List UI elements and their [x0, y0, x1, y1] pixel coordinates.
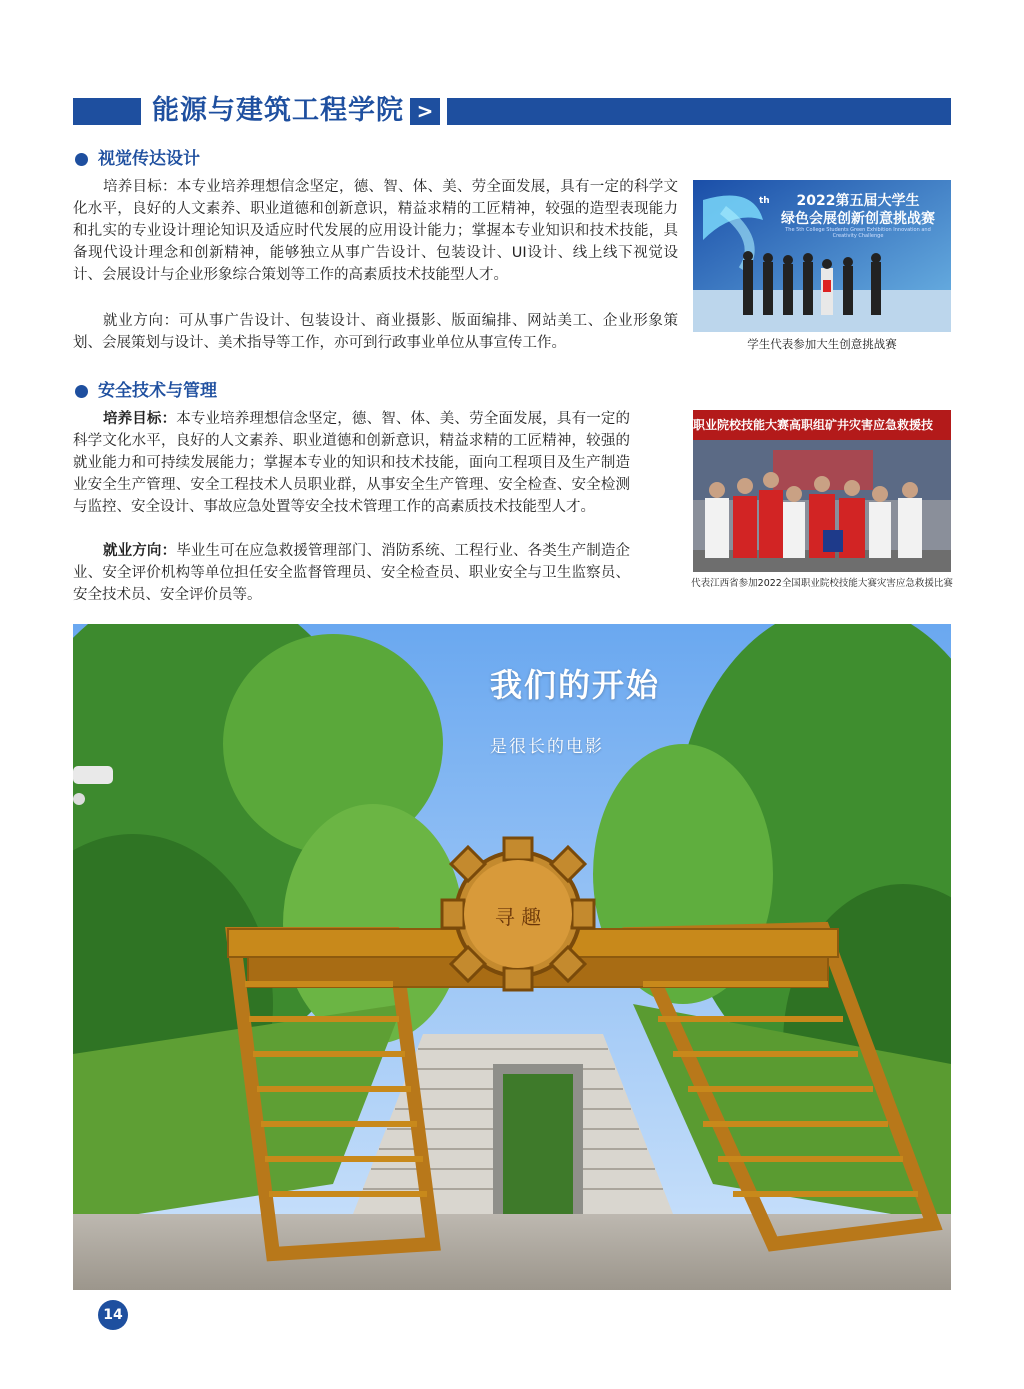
rescue-photo-banner: 职业院校技能大赛高职组矿井灾害应急救援技: [693, 418, 934, 432]
header-bar-left: [73, 98, 141, 125]
gear-sign-text: 寻 趣: [494, 905, 542, 929]
section-title-visual-design: 视觉传达设计: [98, 149, 200, 169]
goal-label: 培养目标：: [103, 411, 177, 427]
photo-title-line2: 绿色会展创新创意挑战赛: [781, 211, 935, 227]
rescue-competition-photo: [693, 410, 951, 572]
career-text: 可从事广告设计、包装设计、商业摄影、版面编排、网站美工、企业形象策划、会展策划与设计、美术指导等工作，亦可到行政事业单位从事宣传工作。: [73, 313, 679, 351]
goal-text: 本专业培养理想信念坚定，德、智、体、美、劳全面发展，具有一定的科学文化水平，良好的人文素养、职业道德和创新意识，精益求精的工匠精神，较强的就业能力和可持续发展能力；掌握本专业的知识和技术技能，面向工程项目及生产制造业安全生产管理、安全工程技术人员职业群，从事安全生产管理、安全检查、安全检测与监控、安全设计、事故应急处置等安全技术管理工作的高素质技术技能型人才。: [73, 411, 631, 515]
visual-design-career: [73, 310, 678, 354]
page-number: 14: [98, 1300, 128, 1330]
career-label: 就业方向：: [103, 543, 177, 559]
caption-rescue: 代表江西省参加2022全国职业院校技能大赛灾害应急救援比赛: [691, 578, 953, 589]
campus-photo-art: [73, 624, 951, 1290]
page-title: 能源与建筑工程学院: [152, 95, 404, 126]
campus-photo-title: 我们的开始: [490, 666, 661, 704]
campus-photo-subtitle: 是很长的电影: [490, 737, 604, 757]
photo-title-line1: 2022第五届大学生: [796, 193, 920, 209]
photo-badge: th: [759, 196, 770, 206]
visual-design-goal: [73, 176, 678, 286]
section-title-safety: 安全技术与管理: [98, 381, 217, 401]
career-text: 毕业生可在应急救援管理部门、消防系统、工程行业、各类生产制造企业、安全评价机构等单位担任安全监督管理员、安全检查员、职业安全与卫生监察员、安全技术员、安全评价员等。: [73, 543, 631, 603]
caption-competition: 学生代表参加大生创意挑战赛: [747, 337, 897, 351]
header-arrow: >: [410, 98, 440, 125]
photo-banner-title: [778, 192, 938, 228]
safety-goal: [73, 408, 630, 518]
header-bar-right: [447, 98, 951, 125]
photo-subtitle: The 5th College Students Green Exhibition Innovation and Creativity Challenge: [785, 227, 931, 239]
safety-career: [73, 540, 630, 606]
goal-label: 培养目标：: [103, 179, 177, 195]
career-label: 就业方向：: [103, 313, 179, 329]
competition-photo: [693, 180, 951, 332]
bullet-icon: [75, 153, 88, 166]
bullet-icon: [75, 385, 88, 398]
goal-text: 本专业培养理想信念坚定，德、智、体、美、劳全面发展，具有一定的科学文化水平，良好的人文素养、职业道德和创新意识，精益求精的工匠精神，较强的造型表现能力和扎实的专业设计理论知识及适应时代发展的应用设计能力；掌握本专业知识和技术技能，具备现代设计理念和创新精神，能够独立从事广告设计、包装设计、UI设计、线上线下视觉设计、会展设计与企业形象综合策划等工作的高素质技术技能型人才。: [73, 179, 678, 283]
campus-photo: [73, 624, 951, 1290]
